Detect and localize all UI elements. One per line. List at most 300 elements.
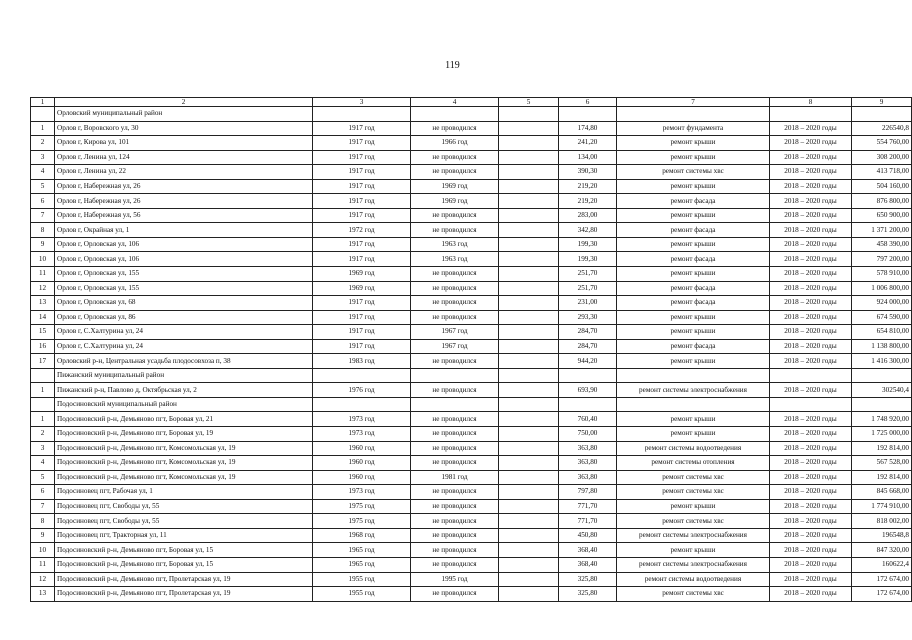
last-repair-cell: не проводился — [411, 557, 499, 572]
period-cell: 2018 – 2020 годы — [770, 339, 852, 354]
work-type-cell: ремонт фасада — [617, 281, 770, 296]
section-title-cell: Подосиновский муниципальный район — [55, 397, 313, 412]
row-number-cell: 6 — [31, 194, 55, 209]
last-repair-cell: не проводился — [411, 412, 499, 427]
cost-cell: 674 590,00 — [852, 310, 912, 325]
area-cell: 325,80 — [559, 572, 617, 587]
build-year-cell: 1917 год — [313, 136, 411, 151]
build-year-cell: 1968 год — [313, 528, 411, 543]
cost-cell: 1 006 800,00 — [852, 281, 912, 296]
empty-cell — [499, 194, 559, 209]
row-number-cell: 4 — [31, 165, 55, 180]
row-number-cell: 8 — [31, 514, 55, 529]
address-cell: Орлов г, Орловская ул, 106 — [55, 252, 313, 267]
cost-cell: 1 774 910,00 — [852, 499, 912, 514]
row-number-cell: 5 — [31, 179, 55, 194]
last-repair-cell: 1969 год — [411, 179, 499, 194]
row-number-cell: 7 — [31, 499, 55, 514]
table-row — [31, 165, 912, 180]
address-cell: Пижанский р-н, Павлово д, Октябрьская ул, 2 — [55, 383, 313, 398]
period-cell: 2018 – 2020 годы — [770, 223, 852, 238]
table-row — [31, 179, 912, 194]
address-cell: Подосиновский р-н, Демьяново пгт, Боровая ул, 15 — [55, 543, 313, 558]
empty-cell — [313, 397, 411, 412]
address-cell: Орлов г, Орловская ул, 106 — [55, 237, 313, 252]
period-cell: 2018 – 2020 годы — [770, 354, 852, 369]
address-cell: Подосиновский р-н, Демьяново пгт, Боровая ул, 15 — [55, 557, 313, 572]
section-header-row — [31, 368, 912, 383]
period-cell: 2018 – 2020 годы — [770, 252, 852, 267]
area-cell: 368,40 — [559, 543, 617, 558]
table-row — [31, 557, 912, 572]
work-type-cell: ремонт системы электроснабжения — [617, 383, 770, 398]
work-type-cell: ремонт крыши — [617, 543, 770, 558]
row-number-cell: 10 — [31, 543, 55, 558]
work-type-cell: ремонт системы хвс — [617, 165, 770, 180]
last-repair-cell: не проводился — [411, 441, 499, 456]
build-year-cell: 1955 год — [313, 587, 411, 602]
empty-cell — [559, 397, 617, 412]
empty-cell — [499, 339, 559, 354]
period-cell: 2018 – 2020 годы — [770, 150, 852, 165]
period-cell: 2018 – 2020 годы — [770, 514, 852, 529]
area-cell: 363,80 — [559, 470, 617, 485]
empty-cell — [499, 397, 559, 412]
area-cell: 283,00 — [559, 208, 617, 223]
table-row — [31, 485, 912, 500]
address-cell: Подосиновец пгт, Свободы ул, 55 — [55, 499, 313, 514]
row-number-cell: 1 — [31, 121, 55, 136]
period-cell: 2018 – 2020 годы — [770, 557, 852, 572]
work-type-cell: ремонт фасада — [617, 252, 770, 267]
build-year-cell: 1969 год — [313, 267, 411, 282]
area-cell: 363,80 — [559, 441, 617, 456]
area-cell: 325,80 — [559, 587, 617, 602]
area-cell: 174,80 — [559, 121, 617, 136]
table-row — [31, 514, 912, 529]
last-repair-cell: 1967 год — [411, 339, 499, 354]
area-cell: 760,40 — [559, 412, 617, 427]
empty-cell — [499, 121, 559, 136]
empty-cell — [617, 368, 770, 383]
empty-cell — [617, 107, 770, 122]
period-cell: 2018 – 2020 годы — [770, 310, 852, 325]
address-cell: Орлов г, Кирова ул, 101 — [55, 136, 313, 151]
address-cell: Подосиновец пгт, Тракторная ул, 11 — [55, 528, 313, 543]
header-cell: 1 — [31, 98, 55, 107]
header-cell: 4 — [411, 98, 499, 107]
cost-cell: 302540,4 — [852, 383, 912, 398]
cost-cell: 192 814,00 — [852, 470, 912, 485]
address-cell: Подосиновский р-н, Демьяново пгт, Пролетарская ул, 19 — [55, 587, 313, 602]
area-cell: 390,30 — [559, 165, 617, 180]
empty-cell — [499, 543, 559, 558]
cost-cell: 818 002,00 — [852, 514, 912, 529]
table-row — [31, 470, 912, 485]
build-year-cell: 1917 год — [313, 296, 411, 311]
last-repair-cell: не проводился — [411, 528, 499, 543]
build-year-cell: 1917 год — [313, 121, 411, 136]
row-number-cell: 7 — [31, 208, 55, 223]
address-cell: Орлов г, С.Халтурина ул, 24 — [55, 325, 313, 340]
table-row — [31, 281, 912, 296]
empty-cell — [499, 107, 559, 122]
empty-cell — [499, 557, 559, 572]
period-cell: 2018 – 2020 годы — [770, 165, 852, 180]
address-cell: Орлов г, Ленина ул, 124 — [55, 150, 313, 165]
address-cell: Орловский р-н, Центральная усадьба плодосовхоза п, 38 — [55, 354, 313, 369]
build-year-cell: 1969 год — [313, 281, 411, 296]
empty-cell — [499, 485, 559, 500]
row-number-cell: 12 — [31, 572, 55, 587]
cost-cell: 1 371 200,00 — [852, 223, 912, 238]
table-row — [31, 208, 912, 223]
cost-cell: 308 200,00 — [852, 150, 912, 165]
work-type-cell: ремонт фасада — [617, 194, 770, 209]
period-cell: 2018 – 2020 годы — [770, 179, 852, 194]
empty-cell — [499, 572, 559, 587]
last-repair-cell: не проводился — [411, 587, 499, 602]
last-repair-cell: не проводился — [411, 485, 499, 500]
area-cell: 251,70 — [559, 281, 617, 296]
table-row — [31, 121, 912, 136]
cost-cell: 876 800,00 — [852, 194, 912, 209]
cost-cell: 554 760,00 — [852, 136, 912, 151]
cost-cell: 172 674,00 — [852, 572, 912, 587]
build-year-cell: 1917 год — [313, 165, 411, 180]
row-number-cell: 3 — [31, 150, 55, 165]
empty-cell — [499, 514, 559, 529]
address-cell: Орлов г, Набережная ул, 56 — [55, 208, 313, 223]
build-year-cell: 1960 год — [313, 470, 411, 485]
area-cell: 693,90 — [559, 383, 617, 398]
row-number-cell: 1 — [31, 383, 55, 398]
period-cell: 2018 – 2020 годы — [770, 383, 852, 398]
empty-cell — [499, 310, 559, 325]
work-type-cell: ремонт системы электроснабжения — [617, 528, 770, 543]
row-number-cell: 13 — [31, 296, 55, 311]
area-cell: 797,80 — [559, 485, 617, 500]
build-year-cell: 1917 год — [313, 339, 411, 354]
empty-cell — [499, 150, 559, 165]
period-cell: 2018 – 2020 годы — [770, 470, 852, 485]
empty-cell — [559, 368, 617, 383]
build-year-cell: 1917 год — [313, 310, 411, 325]
last-repair-cell: не проводился — [411, 223, 499, 238]
header-cell: 9 — [852, 98, 912, 107]
empty-cell — [499, 412, 559, 427]
row-number-cell: 11 — [31, 267, 55, 282]
last-repair-cell: 1963 год — [411, 252, 499, 267]
table-row — [31, 310, 912, 325]
area-cell: 342,80 — [559, 223, 617, 238]
row-number-cell: 2 — [31, 136, 55, 151]
period-cell: 2018 – 2020 годы — [770, 136, 852, 151]
period-cell: 2018 – 2020 годы — [770, 528, 852, 543]
area-cell: 199,30 — [559, 252, 617, 267]
last-repair-cell: не проводился — [411, 165, 499, 180]
work-type-cell: ремонт системы хвс — [617, 514, 770, 529]
row-number-cell: 9 — [31, 528, 55, 543]
area-cell: 293,30 — [559, 310, 617, 325]
work-type-cell: ремонт крыши — [617, 427, 770, 442]
last-repair-cell: не проводился — [411, 514, 499, 529]
period-cell: 2018 – 2020 годы — [770, 456, 852, 471]
empty-cell — [499, 179, 559, 194]
build-year-cell: 1960 год — [313, 441, 411, 456]
empty-cell — [499, 470, 559, 485]
last-repair-cell: не проводился — [411, 354, 499, 369]
table-row — [31, 412, 912, 427]
cost-cell: 413 718,00 — [852, 165, 912, 180]
table-row — [31, 150, 912, 165]
build-year-cell: 1976 год — [313, 383, 411, 398]
build-year-cell: 1975 год — [313, 514, 411, 529]
section-title-cell: Пижанский муниципальный район — [55, 368, 313, 383]
empty-cell — [499, 441, 559, 456]
last-repair-cell: не проводился — [411, 383, 499, 398]
work-type-cell: ремонт крыши — [617, 310, 770, 325]
row-number-cell: 12 — [31, 281, 55, 296]
period-cell: 2018 – 2020 годы — [770, 208, 852, 223]
cost-cell: 192 814,00 — [852, 441, 912, 456]
empty-cell — [617, 397, 770, 412]
cost-cell: 650 900,00 — [852, 208, 912, 223]
area-cell: 231,00 — [559, 296, 617, 311]
last-repair-cell: не проводился — [411, 208, 499, 223]
area-cell: 284,70 — [559, 339, 617, 354]
address-cell: Подосиновец пгт, Свободы ул, 55 — [55, 514, 313, 529]
empty-cell — [499, 252, 559, 267]
work-type-cell: ремонт системы хвс — [617, 587, 770, 602]
empty-cell — [499, 267, 559, 282]
cost-cell: 1 416 300,00 — [852, 354, 912, 369]
last-repair-cell: не проводился — [411, 543, 499, 558]
section-title-cell: Орловский муниципальный район — [55, 107, 313, 122]
build-year-cell: 1917 год — [313, 325, 411, 340]
build-year-cell: 1960 год — [313, 456, 411, 471]
period-cell: 2018 – 2020 годы — [770, 587, 852, 602]
build-year-cell: 1983 год — [313, 354, 411, 369]
cost-cell: 578 910,00 — [852, 267, 912, 282]
cost-cell: 1 138 800,00 — [852, 339, 912, 354]
row-number-cell: 10 — [31, 252, 55, 267]
work-type-cell: ремонт крыши — [617, 325, 770, 340]
empty-cell — [499, 281, 559, 296]
build-year-cell: 1917 год — [313, 194, 411, 209]
table-row — [31, 339, 912, 354]
period-cell: 2018 – 2020 годы — [770, 572, 852, 587]
last-repair-cell: не проводился — [411, 456, 499, 471]
header-cell: 2 — [55, 98, 313, 107]
table-row — [31, 528, 912, 543]
empty-cell — [499, 368, 559, 383]
header-cell: 5 — [499, 98, 559, 107]
work-type-cell: ремонт фасада — [617, 296, 770, 311]
build-year-cell: 1973 год — [313, 485, 411, 500]
row-number-cell: 13 — [31, 587, 55, 602]
address-cell: Орлов г, Воровского ул, 30 — [55, 121, 313, 136]
build-year-cell: 1975 год — [313, 499, 411, 514]
header-cell: 3 — [313, 98, 411, 107]
row-number-cell: 16 — [31, 339, 55, 354]
work-type-cell: ремонт крыши — [617, 237, 770, 252]
area-cell: 944,20 — [559, 354, 617, 369]
empty-cell — [499, 587, 559, 602]
address-cell: Орлов г, Набережная ул, 26 — [55, 179, 313, 194]
work-type-cell: ремонт крыши — [617, 354, 770, 369]
last-repair-cell: не проводился — [411, 281, 499, 296]
area-cell: 368,40 — [559, 557, 617, 572]
address-cell: Орлов г, С.Халтурина ул, 24 — [55, 339, 313, 354]
build-year-cell: 1973 год — [313, 427, 411, 442]
build-year-cell: 1965 год — [313, 557, 411, 572]
empty-cell — [499, 208, 559, 223]
cost-cell: 1 748 920,00 — [852, 412, 912, 427]
cost-cell: 654 810,00 — [852, 325, 912, 340]
row-number-cell: 9 — [31, 237, 55, 252]
address-cell: Подосиновский р-н, Демьяново пгт, Боровая ул, 19 — [55, 427, 313, 442]
table-row — [31, 354, 912, 369]
work-type-cell: ремонт системы хвс — [617, 470, 770, 485]
work-type-cell: ремонт системы хвс — [617, 485, 770, 500]
area-cell: 219,20 — [559, 179, 617, 194]
cost-cell: 458 390,00 — [852, 237, 912, 252]
period-cell: 2018 – 2020 годы — [770, 543, 852, 558]
period-cell: 2018 – 2020 годы — [770, 427, 852, 442]
table-row — [31, 572, 912, 587]
build-year-cell: 1917 год — [313, 252, 411, 267]
work-type-cell: ремонт фундамента — [617, 121, 770, 136]
work-type-cell: ремонт крыши — [617, 499, 770, 514]
area-cell: 771,70 — [559, 499, 617, 514]
last-repair-cell: 1995 год — [411, 572, 499, 587]
work-type-cell: ремонт крыши — [617, 179, 770, 194]
last-repair-cell: 1963 год — [411, 237, 499, 252]
area-cell: 219,20 — [559, 194, 617, 209]
build-year-cell: 1917 год — [313, 237, 411, 252]
area-cell: 363,80 — [559, 456, 617, 471]
empty-cell — [499, 296, 559, 311]
row-number-cell: 3 — [31, 441, 55, 456]
table-row — [31, 194, 912, 209]
work-type-cell: ремонт системы электроснабжения — [617, 557, 770, 572]
area-cell: 199,30 — [559, 237, 617, 252]
period-cell: 2018 – 2020 годы — [770, 194, 852, 209]
address-cell: Орлов г, Орловская ул, 155 — [55, 267, 313, 282]
cost-cell: 567 528,00 — [852, 456, 912, 471]
empty-cell — [411, 397, 499, 412]
table-row — [31, 383, 912, 398]
table-row — [31, 296, 912, 311]
work-type-cell: ремонт крыши — [617, 208, 770, 223]
table-row — [31, 499, 912, 514]
row-number-cell: 15 — [31, 325, 55, 340]
last-repair-cell: не проводился — [411, 427, 499, 442]
table-row — [31, 427, 912, 442]
period-cell: 2018 – 2020 годы — [770, 412, 852, 427]
period-cell: 2018 – 2020 годы — [770, 485, 852, 500]
address-cell: Орлов г, Ленина ул, 22 — [55, 165, 313, 180]
empty-cell — [499, 456, 559, 471]
empty-cell — [499, 223, 559, 238]
period-cell: 2018 – 2020 годы — [770, 121, 852, 136]
area-cell: 251,70 — [559, 267, 617, 282]
last-repair-cell: не проводился — [411, 310, 499, 325]
table-row — [31, 587, 912, 602]
table-row — [31, 267, 912, 282]
work-type-cell: ремонт системы отопления — [617, 456, 770, 471]
empty-cell — [499, 325, 559, 340]
table-row — [31, 325, 912, 340]
last-repair-cell: не проводился — [411, 267, 499, 282]
build-year-cell: 1973 год — [313, 412, 411, 427]
row-number-cell: 2 — [31, 427, 55, 442]
empty-cell — [770, 107, 852, 122]
table-row — [31, 252, 912, 267]
row-number-cell: 14 — [31, 310, 55, 325]
build-year-cell: 1955 год — [313, 572, 411, 587]
header-cell: 7 — [617, 98, 770, 107]
last-repair-cell: не проводился — [411, 121, 499, 136]
address-cell: Орлов г, Окрайная ул, 1 — [55, 223, 313, 238]
last-repair-cell: 1966 год — [411, 136, 499, 151]
last-repair-cell: не проводился — [411, 296, 499, 311]
period-cell: 2018 – 2020 годы — [770, 296, 852, 311]
area-cell: 771,70 — [559, 514, 617, 529]
section-header-row — [31, 397, 912, 412]
header-cell: 6 — [559, 98, 617, 107]
table-row — [31, 441, 912, 456]
area-cell: 241,20 — [559, 136, 617, 151]
cost-cell: 847 320,00 — [852, 543, 912, 558]
build-year-cell: 1917 год — [313, 150, 411, 165]
empty-cell — [770, 397, 852, 412]
cost-cell: 172 674,00 — [852, 587, 912, 602]
table-row — [31, 237, 912, 252]
empty-cell — [411, 368, 499, 383]
empty-cell — [499, 383, 559, 398]
period-cell: 2018 – 2020 годы — [770, 267, 852, 282]
empty-cell — [499, 136, 559, 151]
cost-cell: 226540,8 — [852, 121, 912, 136]
area-cell: 284,70 — [559, 325, 617, 340]
address-cell: Орлов г, Орловская ул, 68 — [55, 296, 313, 311]
row-number-cell: 1 — [31, 412, 55, 427]
empty-cell — [852, 107, 912, 122]
period-cell: 2018 – 2020 годы — [770, 237, 852, 252]
cost-cell: 797 200,00 — [852, 252, 912, 267]
empty-cell — [852, 368, 912, 383]
work-type-cell: ремонт системы водоотведения — [617, 441, 770, 456]
empty-cell — [313, 368, 411, 383]
row-number-cell: 6 — [31, 485, 55, 500]
table-row — [31, 136, 912, 151]
address-cell: Орлов г, Орловская ул, 86 — [55, 310, 313, 325]
area-cell: 750,00 — [559, 427, 617, 442]
cost-cell: 1 725 000,00 — [852, 427, 912, 442]
build-year-cell: 1972 год — [313, 223, 411, 238]
table-row — [31, 543, 912, 558]
last-repair-cell: не проводился — [411, 499, 499, 514]
repair-schedule-table — [30, 97, 912, 602]
empty-cell — [499, 499, 559, 514]
cost-cell: 160622,4 — [852, 557, 912, 572]
period-cell: 2018 – 2020 годы — [770, 441, 852, 456]
address-cell: Подосиновский р-н, Демьяново пгт, Комсомольская ул, 19 — [55, 470, 313, 485]
last-repair-cell: 1981 год — [411, 470, 499, 485]
table-row — [31, 223, 912, 238]
